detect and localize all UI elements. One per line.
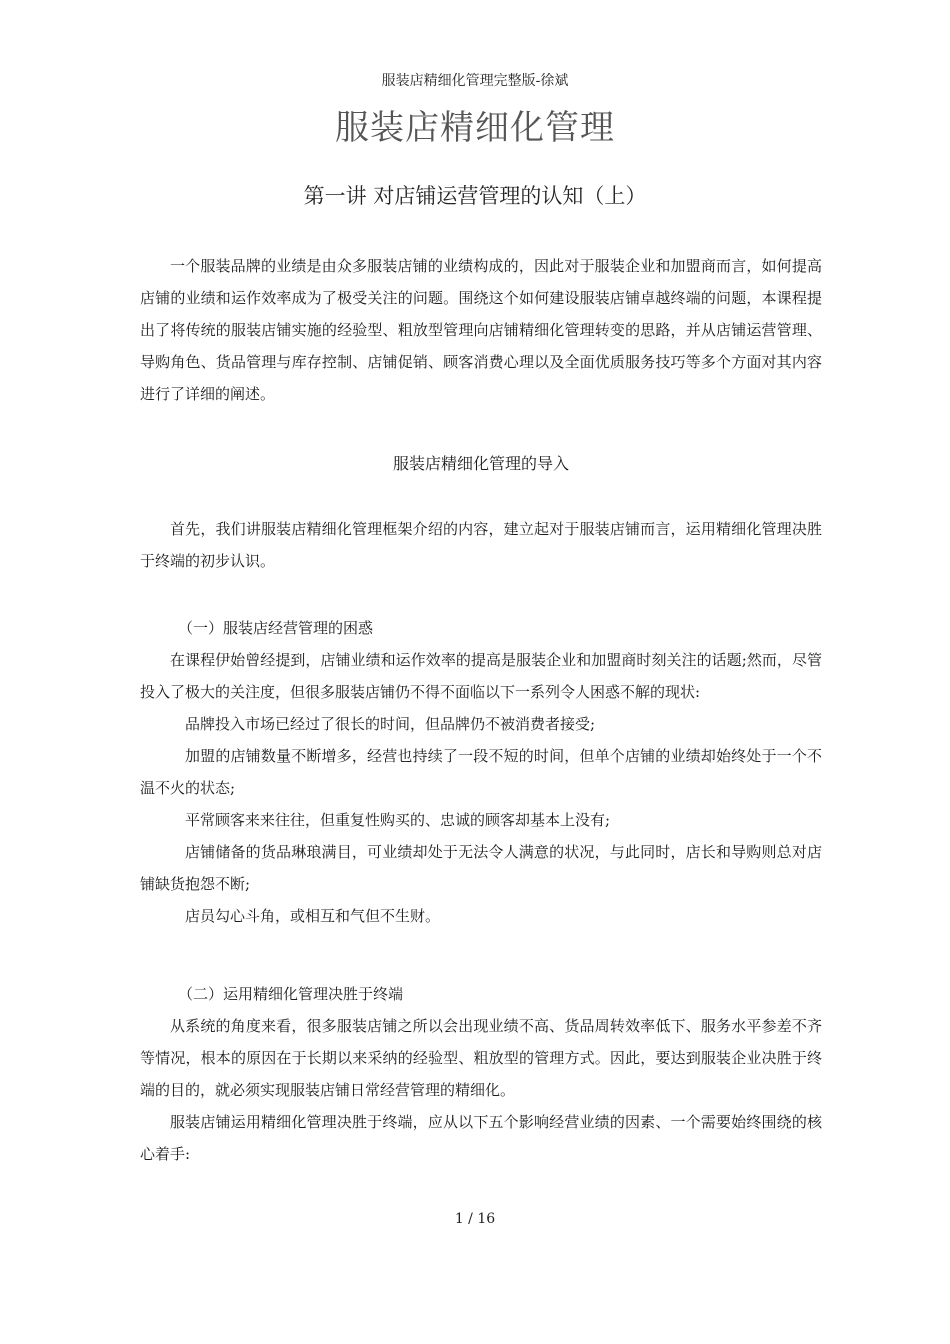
intro-paragraph: 一个服装品牌的业绩是由众多服装店铺的业绩构成的，因此对于服装企业和加盟商而言，如何提高店铺的业绩和运作效率成为了极受关注的问题。围绕这个如何建设服装店铺卓越终端的问题，本课程提出了将传统的服装店铺实施的经验型、粗放型管理向店铺精细化管理转变的思路，并从店铺运营管理、导购角色、货品管理与库存控制、店铺促销、顾客消费心理以及全面优质服务技巧等多个方面对其内容进行了详细的阐述。 (140, 257, 822, 403)
part2-paragraph: 从系统的角度来看，很多服装店铺之所以会出现业绩不高、货品周转效率低下、服务水平参差不齐等情况，根本的原因在于长期以来采纳的经验型、粗放型的管理方式。因此，要达到服装企业决胜于终端的目的，就必须实现服装店铺日常经营管理的精细化。 (140, 1017, 822, 1099)
running-header: 服装店精细化管理完整版-徐斌 (381, 73, 569, 89)
intro-block (140, 250, 822, 410)
page-number: 1 / 16 (454, 1211, 496, 1227)
part1-item: 店员勾心斗角，或相互和气但不生财。 (185, 907, 441, 925)
section-intro-block (140, 513, 822, 577)
part2-heading: （二）运用精细化管理决胜于终端 (178, 985, 404, 1003)
part1-item: 品牌投入市场已经过了很长的时间，但品牌仍不被消费者接受; (185, 715, 596, 733)
document-title: 服装店精细化管理 (335, 108, 615, 148)
part1-paragraph: 在课程伊始曾经提到，店铺业绩和运作效率的提高是服装企业和加盟商时刻关注的话题;然而，尽管投入了极大的关注度，但很多服装店铺仍不得不面临以下一系列令人困惑不解的现状: (140, 651, 822, 701)
section-title: 服装店精细化管理的导入 (392, 454, 569, 473)
part1-block (140, 612, 822, 932)
lecture-title: 第一讲 对店铺运营管理的认知（上） (303, 184, 647, 208)
part2-block (140, 978, 822, 1170)
part2-paragraph: 服装店铺运用精细化管理决胜于终端，应从以下五个影响经营业绩的因素、一个需要始终围绕的核心着手: (140, 1113, 822, 1163)
part1-item: 加盟的店铺数量不断增多，经营也持续了一段不短的时间，但单个店铺的业绩却始终处于一个不温不火的状态; (140, 747, 822, 797)
part1-item: 店铺储备的货品琳琅满目，可业绩却处于无法令人满意的状况，与此同时，店长和导购则总对店铺缺货抱怨不断; (140, 843, 822, 893)
section-title-block (140, 448, 822, 480)
part1-heading: （一）服装店经营管理的困惑 (178, 619, 374, 637)
part1-item: 平常顾客来来往往，但重复性购买的、忠诚的顾客却基本上没有; (185, 811, 611, 829)
section-intro-paragraph: 首先，我们讲服装店精细化管理框架介绍的内容，建立起对于服装店铺而言，运用精细化管理决胜于终端的初步认识。 (140, 520, 822, 570)
